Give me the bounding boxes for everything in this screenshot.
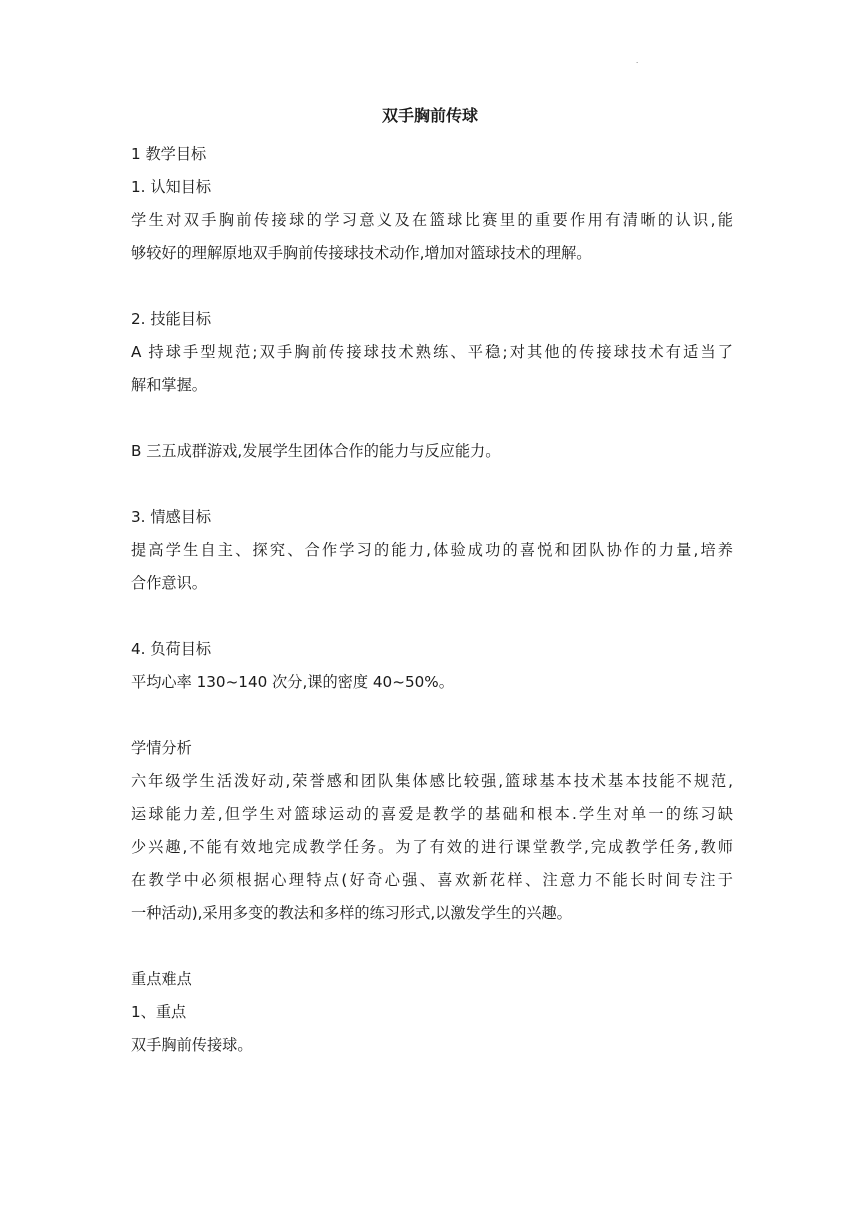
skill-b-line: B 三五成群游戏,发展学生团体合作的能力与反应能力。 bbox=[131, 442, 501, 460]
emotion-heading: 3. 情感目标 bbox=[131, 508, 212, 526]
analysis-text-line: 一种活动),采用多变的教法和多样的练习形式,以激发学生的兴趣。 bbox=[131, 904, 572, 922]
load-heading: 4. 负荷目标 bbox=[131, 640, 212, 658]
emotion-text-line: 提高学生自主、探究、合作学习的能力,体验成功的喜悦和团队协作的力量,培养 bbox=[131, 541, 733, 559]
skill-a-line: 解和掌握。 bbox=[131, 376, 207, 394]
cognitive-text-line: 够较好的理解原地双手胸前传接球技术动作,增加对篮球技术的理解。 bbox=[131, 244, 592, 262]
analysis-text-line: 运球能力差,但学生对篮球运动的喜爱是教学的基础和根本.学生对单一的练习缺 bbox=[131, 805, 733, 823]
goals-heading: 1 教学目标 bbox=[131, 145, 207, 163]
corner-mark: . bbox=[636, 56, 639, 65]
document-body bbox=[131, 138, 733, 1062]
key-subheading: 1、重点 bbox=[131, 1003, 187, 1021]
emotion-text-line: 合作意识。 bbox=[131, 574, 207, 592]
key-heading: 重点难点 bbox=[131, 970, 192, 988]
load-text: 平均心率 130~140 次分,课的密度 40~50%。 bbox=[131, 673, 454, 691]
cognitive-text-line: 学生对双手胸前传接球的学习意义及在篮球比赛里的重要作用有清晰的认识,能 bbox=[131, 211, 733, 229]
analysis-text-line: 少兴趣,不能有效地完成教学任务。为了有效的进行课堂教学,完成教学任务,教师 bbox=[131, 838, 733, 856]
key-text: 双手胸前传接球。 bbox=[131, 1036, 253, 1054]
page-title: 双手胸前传球 bbox=[381, 106, 478, 125]
analysis-text-line: 六年级学生活泼好动,荣誉感和团队集体感比较强,篮球基本技术基本技能不规范, bbox=[131, 772, 733, 790]
skill-heading: 2. 技能目标 bbox=[131, 310, 212, 328]
analysis-text-line: 在教学中必须根据心理特点(好奇心强、喜欢新花样、注意力不能长时间专注于 bbox=[131, 871, 733, 889]
analysis-heading: 学情分析 bbox=[131, 739, 192, 757]
skill-a-line: A 持球手型规范;双手胸前传接球技术熟练、平稳;对其他的传接球技术有适当了 bbox=[131, 343, 733, 361]
cognitive-heading: 1. 认知目标 bbox=[131, 178, 212, 196]
